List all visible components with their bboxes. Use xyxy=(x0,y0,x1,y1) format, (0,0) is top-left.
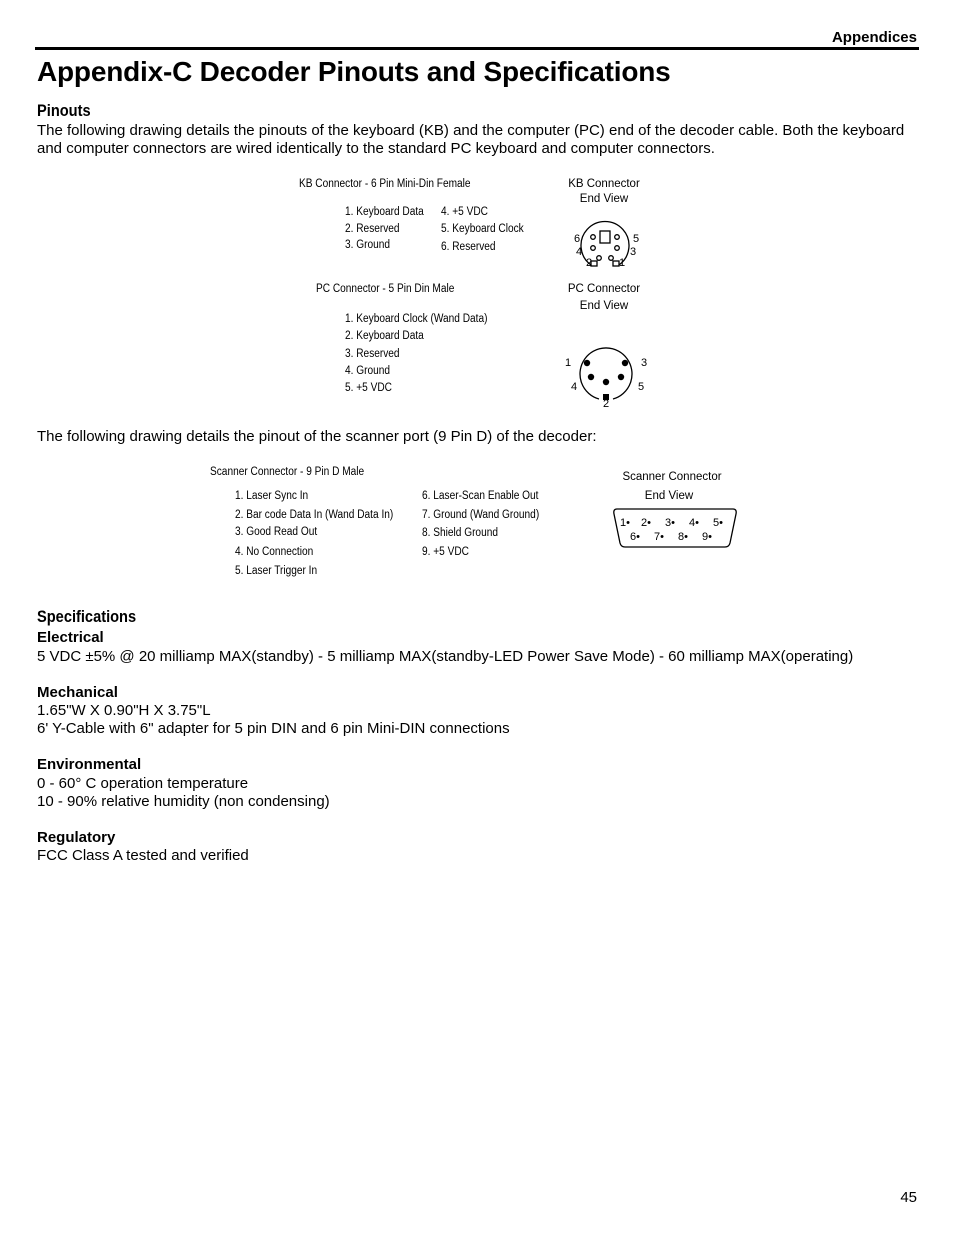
scanner-top-pin-5: 5• xyxy=(713,517,723,529)
environmental-line-2: 10 - 90% relative humidity (non condensing) xyxy=(37,793,330,810)
kb-num-3: 3 xyxy=(630,246,637,258)
kb-num-4: 4 xyxy=(576,246,583,258)
specifications-heading: Specifications xyxy=(37,607,137,626)
pinouts-intro: The following drawing details the pinouts of the keyboard (KB) and the computer (PC) end of the decoder cable. Both the keyboard and computer connectors are wired identically to the standard PC keyboard and computer connectors. xyxy=(37,122,905,157)
kb-pin-hole-1 xyxy=(609,256,614,261)
page-title: Appendix-C Decoder Pinouts and Specifications xyxy=(37,56,671,87)
pc-pin-3: 3. Reserved xyxy=(345,348,400,360)
electrical-line-1: 5 VDC ±5% @ 20 milliamp MAX(standby) - 5 milliamp MAX(standby-LED Power Save Mode) - 60 milliamp MAX(operating) xyxy=(37,648,854,665)
pinouts-heading: Pinouts xyxy=(37,101,91,120)
kb-pin-5: 5. Keyboard Clock xyxy=(441,223,524,235)
kb-mini-din-diagram xyxy=(565,212,645,272)
pc-pin-2: 2. Keyboard Data xyxy=(345,330,424,342)
scanner-bottom-pin-7: 7• xyxy=(654,531,664,543)
kb-connector-title: KB Connector - 6 Pin Mini-Din Female xyxy=(299,178,471,190)
scanner-pin-2: 2. Bar code Data In (Wand Data In) xyxy=(235,509,394,521)
scanner-bottom-pin-6: 6• xyxy=(630,531,640,543)
scanner-bottom-pin-8: 8• xyxy=(678,531,688,543)
scanner-top-pin-3: 3• xyxy=(665,517,675,529)
pc-pin-dot-5 xyxy=(618,374,624,380)
scanner-pin-4: 4. No Connection xyxy=(235,546,314,558)
pc-connector-shell-outline xyxy=(580,348,632,399)
kb-pin-4: 4. +5 VDC xyxy=(441,206,488,218)
pc-num-5: 5 xyxy=(638,381,645,393)
scanner-view-label-2: End View xyxy=(644,490,694,502)
kb-pin-hole-5 xyxy=(615,235,620,240)
kb-num-1: 1 xyxy=(619,257,626,269)
pc-num-4: 4 xyxy=(571,381,578,393)
pc-view-label-1: PC Connector xyxy=(567,283,641,295)
kb-num-6: 6 xyxy=(574,233,581,245)
pc-pin-dot-3 xyxy=(622,360,628,366)
regulatory-line-1: FCC Class A tested and verified xyxy=(37,847,249,864)
scanner-pin-6: 6. Laser-Scan Enable Out xyxy=(422,490,539,502)
electrical-heading: Electrical xyxy=(37,629,104,646)
kb-pin-hole-2 xyxy=(597,256,602,261)
kb-view-label-1: KB Connector xyxy=(568,178,640,190)
scanner-intro: The following drawing details the pinout of the scanner port (9 Pin D) of the decoder: xyxy=(37,428,597,445)
kb-view-label-2: End View xyxy=(579,193,629,205)
pc-pin-1: 1. Keyboard Clock (Wand Data) xyxy=(345,313,488,325)
pc-pin-dot-4 xyxy=(588,374,594,380)
kb-pin-hole-6 xyxy=(591,235,596,240)
kb-center-key xyxy=(600,231,610,243)
scanner-pin-3: 3. Good Read Out xyxy=(235,526,318,538)
kb-pin-1: 1. Keyboard Data xyxy=(345,206,424,218)
scanner-pin-8: 8. Shield Ground xyxy=(422,527,498,539)
scanner-connector-title: Scanner Connector - 9 Pin D Male xyxy=(210,466,365,478)
pc-din-diagram xyxy=(560,340,655,412)
header-rule xyxy=(35,47,919,50)
scanner-view-label-1: Scanner Connector xyxy=(622,471,722,483)
kb-pin-2: 2. Reserved xyxy=(345,223,400,235)
mechanical-heading: Mechanical xyxy=(37,684,118,701)
scanner-pin-9: 9. +5 VDC xyxy=(422,546,469,558)
kb-pin-hole-4 xyxy=(591,246,596,251)
pc-pin-dot-1 xyxy=(584,360,590,366)
pc-connector-title: PC Connector - 5 Pin Din Male xyxy=(316,283,455,295)
running-header: Appendices xyxy=(831,29,917,46)
scanner-pin-1: 1. Laser Sync In xyxy=(235,490,309,502)
regulatory-heading: Regulatory xyxy=(37,829,116,846)
kb-num-5: 5 xyxy=(633,233,640,245)
pc-view-label-2: End View xyxy=(579,300,629,312)
pc-num-3: 3 xyxy=(641,357,648,369)
environmental-line-1: 0 - 60° C operation temperature xyxy=(37,775,249,792)
pc-num-1: 1 xyxy=(565,357,572,369)
mechanical-line-2: 6' Y-Cable with 6" adapter for 5 pin DIN and 6 pin Mini-DIN connections xyxy=(37,720,510,737)
scanner-d-sub-diagram xyxy=(608,505,742,553)
mechanical-line-1: 1.65"W X 0.90"H X 3.75"L xyxy=(37,702,211,719)
pc-pin-5: 5. +5 VDC xyxy=(345,382,392,394)
kb-pin-6: 6. Reserved xyxy=(441,241,496,253)
pc-num-2: 2 xyxy=(603,398,610,410)
scanner-top-pin-1: 1• xyxy=(620,517,630,529)
pc-pin-4: 4. Ground xyxy=(345,365,391,377)
environmental-heading: Environmental xyxy=(37,756,142,773)
scanner-bottom-pin-9: 9• xyxy=(702,531,712,543)
pc-pin-dot-2 xyxy=(603,379,609,385)
scanner-pin-5: 5. Laser Trigger In xyxy=(235,565,318,577)
scanner-top-pin-2: 2• xyxy=(641,517,651,529)
kb-pin-hole-3 xyxy=(615,246,620,251)
scanner-pin-7: 7. Ground (Wand Ground) xyxy=(422,509,540,521)
kb-num-2: 2 xyxy=(586,257,593,269)
page-number: 45 xyxy=(900,1189,917,1206)
scanner-top-pin-4: 4• xyxy=(689,517,699,529)
kb-pin-3: 3. Ground xyxy=(345,239,391,251)
